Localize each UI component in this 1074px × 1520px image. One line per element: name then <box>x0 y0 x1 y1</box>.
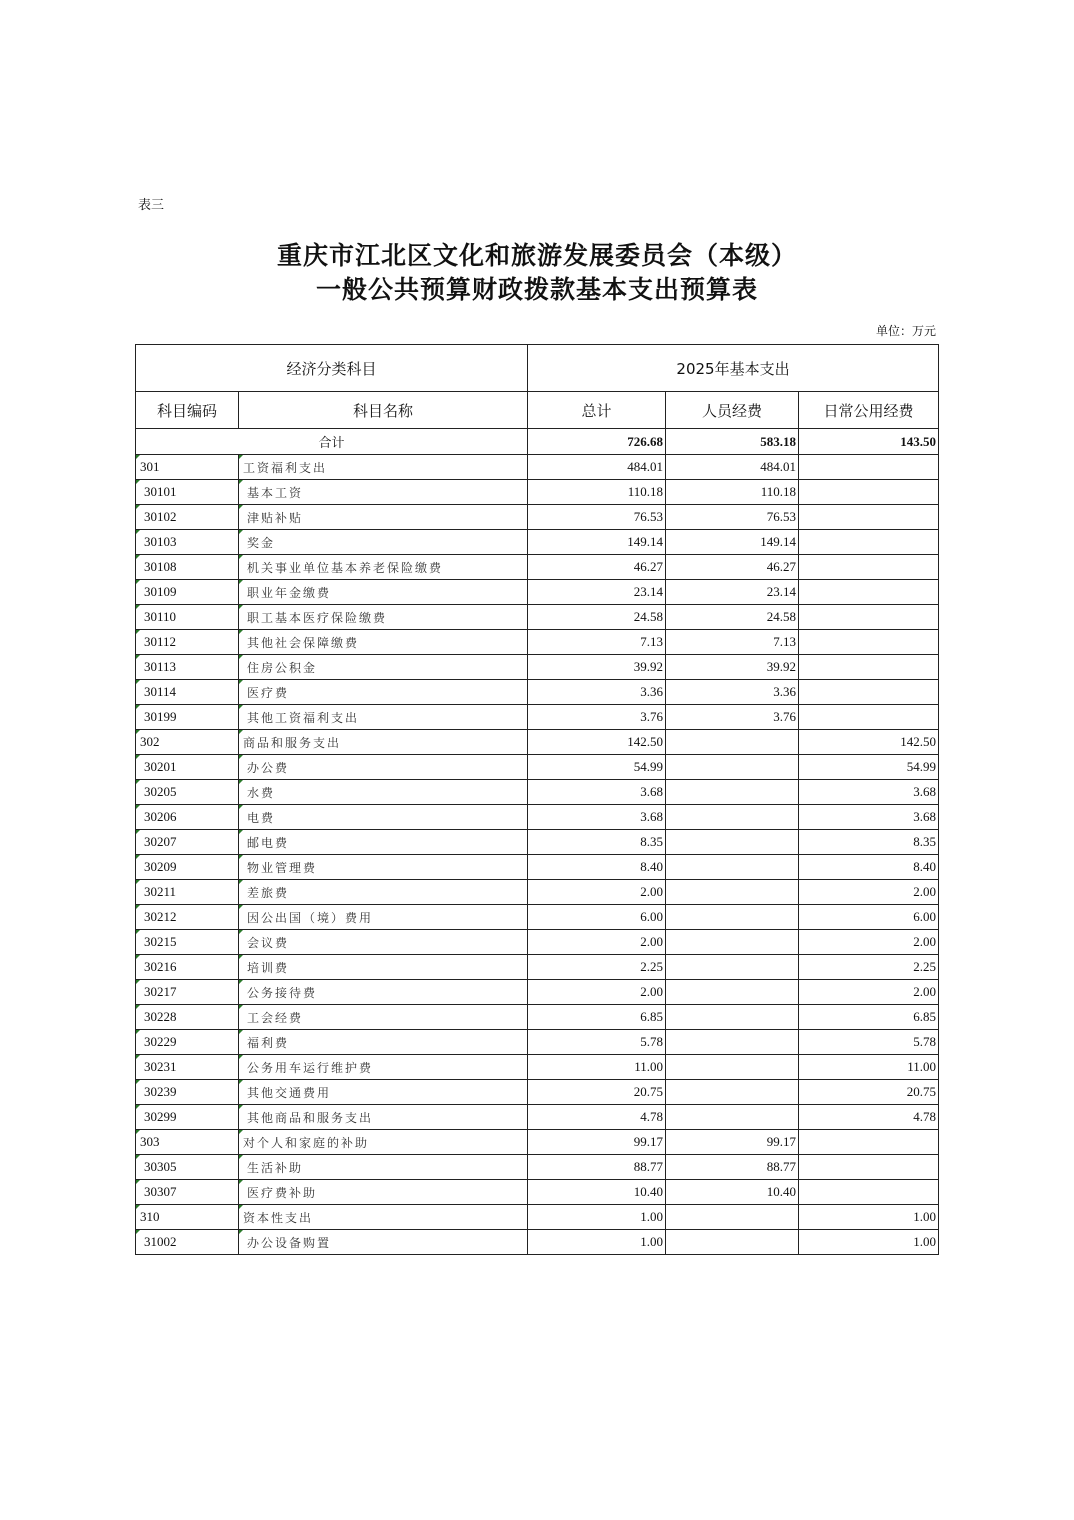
row-name: 邮电费 <box>239 830 528 855</box>
row-name: 其他社会保障缴费 <box>239 630 528 655</box>
row-code: 31002 <box>136 1230 239 1255</box>
table-row <box>136 755 939 780</box>
row-code: 30229 <box>136 1030 239 1055</box>
row-total: 76.53 <box>528 505 666 530</box>
table-row <box>136 905 939 930</box>
table-row <box>136 880 939 905</box>
table-row <box>136 530 939 555</box>
row-total: 88.77 <box>528 1155 666 1180</box>
row-total: 3.68 <box>528 805 666 830</box>
row-name: 其他商品和服务支出 <box>239 1105 528 1130</box>
row-total: 142.50 <box>528 730 666 755</box>
row-personnel: 99.17 <box>666 1130 799 1155</box>
row-name: 其他工资福利支出 <box>239 705 528 730</box>
row-total: 7.13 <box>528 630 666 655</box>
row-code: 30101 <box>136 480 239 505</box>
row-total: 99.17 <box>528 1130 666 1155</box>
page-title-line2: 一般公共预算财政拨款基本支出预算表 <box>315 275 758 304</box>
row-public: 11.00 <box>799 1055 939 1080</box>
row-name: 医疗费补助 <box>239 1180 528 1205</box>
table-row <box>136 455 939 480</box>
table-row <box>136 630 939 655</box>
unit-label: 单位：万元 <box>875 324 936 338</box>
row-code: 30199 <box>136 705 239 730</box>
row-name: 福利费 <box>239 1030 528 1055</box>
row-code: 302 <box>136 730 239 755</box>
row-name: 办公费 <box>239 755 528 780</box>
row-total: 110.18 <box>528 480 666 505</box>
row-public <box>799 505 939 530</box>
row-public <box>799 455 939 480</box>
row-personnel <box>666 955 799 980</box>
row-personnel <box>666 880 799 905</box>
table-row <box>136 1105 939 1130</box>
row-personnel <box>666 980 799 1005</box>
row-name: 职业年金缴费 <box>239 580 528 605</box>
row-code: 30108 <box>136 555 239 580</box>
row-personnel <box>666 755 799 780</box>
table-row <box>136 955 939 980</box>
row-total: 8.40 <box>528 855 666 880</box>
row-total: 39.92 <box>528 655 666 680</box>
row-personnel <box>666 805 799 830</box>
row-total: 11.00 <box>528 1055 666 1080</box>
row-personnel <box>666 1055 799 1080</box>
row-personnel <box>666 1030 799 1055</box>
row-public: 5.78 <box>799 1030 939 1055</box>
row-personnel <box>666 730 799 755</box>
row-code: 30114 <box>136 680 239 705</box>
row-name: 电费 <box>239 805 528 830</box>
row-code: 30113 <box>136 655 239 680</box>
row-code: 30205 <box>136 780 239 805</box>
row-public <box>799 1130 939 1155</box>
row-total: 2.00 <box>528 930 666 955</box>
row-public: 1.00 <box>799 1205 939 1230</box>
row-total: 484.01 <box>528 455 666 480</box>
row-total: 3.36 <box>528 680 666 705</box>
row-name: 工资福利支出 <box>239 455 528 480</box>
header-basic-expenditure: 2025年基本支出 <box>528 345 939 392</box>
table-row <box>136 1205 939 1230</box>
row-code: 30209 <box>136 855 239 880</box>
total-total: 726.68 <box>528 429 666 455</box>
table-row <box>136 730 939 755</box>
row-public <box>799 1155 939 1180</box>
row-public: 20.75 <box>799 1080 939 1105</box>
row-personnel: 24.58 <box>666 605 799 630</box>
table-row <box>136 830 939 855</box>
row-personnel: 23.14 <box>666 580 799 605</box>
row-public: 2.00 <box>799 930 939 955</box>
header-code: 科目编码 <box>136 392 239 429</box>
row-personnel <box>666 780 799 805</box>
row-personnel: 149.14 <box>666 530 799 555</box>
row-public <box>799 630 939 655</box>
row-total: 46.27 <box>528 555 666 580</box>
row-personnel: 110.18 <box>666 480 799 505</box>
table-row <box>136 1180 939 1205</box>
row-total: 3.68 <box>528 780 666 805</box>
row-code: 30212 <box>136 905 239 930</box>
table-row <box>136 1230 939 1255</box>
row-personnel: 76.53 <box>666 505 799 530</box>
row-public: 3.68 <box>799 805 939 830</box>
row-code: 301 <box>136 455 239 480</box>
table-row <box>136 1155 939 1180</box>
row-total: 3.76 <box>528 705 666 730</box>
row-name: 公务用车运行维护费 <box>239 1055 528 1080</box>
table-row <box>136 1030 939 1055</box>
header-personnel: 人员经费 <box>666 392 799 429</box>
table-row <box>136 1005 939 1030</box>
row-name: 医疗费 <box>239 680 528 705</box>
row-code: 30228 <box>136 1005 239 1030</box>
row-personnel: 3.36 <box>666 680 799 705</box>
row-name: 基本工资 <box>239 480 528 505</box>
row-name: 其他交通费用 <box>239 1080 528 1105</box>
row-personnel <box>666 1080 799 1105</box>
row-name: 水费 <box>239 780 528 805</box>
total-personnel: 583.18 <box>666 429 799 455</box>
table-row <box>136 805 939 830</box>
row-personnel <box>666 830 799 855</box>
row-code: 30216 <box>136 955 239 980</box>
row-public: 6.85 <box>799 1005 939 1030</box>
row-name: 住房公积金 <box>239 655 528 680</box>
table-row <box>136 680 939 705</box>
row-total: 54.99 <box>528 755 666 780</box>
row-total: 24.58 <box>528 605 666 630</box>
row-name: 对个人和家庭的补助 <box>239 1130 528 1155</box>
row-total: 2.00 <box>528 980 666 1005</box>
row-name: 办公设备购置 <box>239 1230 528 1255</box>
table-row <box>136 1055 939 1080</box>
row-code: 30206 <box>136 805 239 830</box>
row-public: 2.00 <box>799 980 939 1005</box>
row-code: 303 <box>136 1130 239 1155</box>
row-public: 2.25 <box>799 955 939 980</box>
header-name: 科目名称 <box>239 392 528 429</box>
row-personnel: 10.40 <box>666 1180 799 1205</box>
row-total: 5.78 <box>528 1030 666 1055</box>
total-label: 合计 <box>136 429 528 455</box>
row-total: 20.75 <box>528 1080 666 1105</box>
header-row-group <box>136 345 939 392</box>
row-public: 8.40 <box>799 855 939 880</box>
row-name: 津贴补贴 <box>239 505 528 530</box>
row-code: 30215 <box>136 930 239 955</box>
row-code: 30217 <box>136 980 239 1005</box>
row-code: 30231 <box>136 1055 239 1080</box>
row-code: 310 <box>136 1205 239 1230</box>
row-personnel: 88.77 <box>666 1155 799 1180</box>
row-personnel: 46.27 <box>666 555 799 580</box>
budget-table <box>135 344 939 1255</box>
row-total: 2.25 <box>528 955 666 980</box>
header-row-columns <box>136 392 939 429</box>
row-code: 30112 <box>136 630 239 655</box>
row-name: 差旅费 <box>239 880 528 905</box>
table-row <box>136 780 939 805</box>
header-economic-classification: 经济分类科目 <box>136 345 528 392</box>
row-code: 30305 <box>136 1155 239 1180</box>
row-total: 149.14 <box>528 530 666 555</box>
row-name: 公务接待费 <box>239 980 528 1005</box>
row-total: 4.78 <box>528 1105 666 1130</box>
page-title-line1: 重庆市江北区文化和旅游发展委员会（本级） <box>276 241 797 270</box>
row-public: 2.00 <box>799 880 939 905</box>
table-row <box>136 1130 939 1155</box>
row-code: 30103 <box>136 530 239 555</box>
row-personnel <box>666 1105 799 1130</box>
row-code: 30207 <box>136 830 239 855</box>
row-name: 奖金 <box>239 530 528 555</box>
row-code: 30299 <box>136 1105 239 1130</box>
row-code: 30102 <box>136 505 239 530</box>
row-personnel <box>666 930 799 955</box>
table-row <box>136 580 939 605</box>
row-public: 54.99 <box>799 755 939 780</box>
row-total: 2.00 <box>528 880 666 905</box>
row-name: 因公出国（境）费用 <box>239 905 528 930</box>
row-total: 8.35 <box>528 830 666 855</box>
row-public <box>799 655 939 680</box>
row-total: 23.14 <box>528 580 666 605</box>
row-name: 物业管理费 <box>239 855 528 880</box>
row-personnel: 39.92 <box>666 655 799 680</box>
row-public <box>799 580 939 605</box>
row-total: 10.40 <box>528 1180 666 1205</box>
table-label: 表三 <box>138 198 165 213</box>
row-public <box>799 530 939 555</box>
row-public <box>799 680 939 705</box>
row-personnel <box>666 905 799 930</box>
row-code: 30201 <box>136 755 239 780</box>
row-name: 商品和服务支出 <box>239 730 528 755</box>
row-public: 8.35 <box>799 830 939 855</box>
table-row <box>136 980 939 1005</box>
row-code: 30307 <box>136 1180 239 1205</box>
row-personnel <box>666 855 799 880</box>
row-code: 30239 <box>136 1080 239 1105</box>
table-row <box>136 930 939 955</box>
row-public: 1.00 <box>799 1230 939 1255</box>
header-public: 日常公用经费 <box>799 392 939 429</box>
row-public: 142.50 <box>799 730 939 755</box>
row-personnel: 484.01 <box>666 455 799 480</box>
row-name: 职工基本医疗保险缴费 <box>239 605 528 630</box>
table-row <box>136 855 939 880</box>
row-name: 工会经费 <box>239 1005 528 1030</box>
table-row <box>136 505 939 530</box>
table-row <box>136 480 939 505</box>
row-public <box>799 480 939 505</box>
row-public <box>799 1180 939 1205</box>
row-code: 30109 <box>136 580 239 605</box>
row-name: 会议费 <box>239 930 528 955</box>
row-public <box>799 555 939 580</box>
header-total: 总计 <box>528 392 666 429</box>
row-total: 6.85 <box>528 1005 666 1030</box>
total-row <box>136 429 939 455</box>
row-name: 生活补助 <box>239 1155 528 1180</box>
row-name: 机关事业单位基本养老保险缴费 <box>239 555 528 580</box>
table-row <box>136 655 939 680</box>
row-personnel <box>666 1230 799 1255</box>
row-public: 4.78 <box>799 1105 939 1130</box>
table-row <box>136 605 939 630</box>
row-code: 30110 <box>136 605 239 630</box>
row-public: 6.00 <box>799 905 939 930</box>
table-row <box>136 1080 939 1105</box>
row-public <box>799 705 939 730</box>
row-public <box>799 605 939 630</box>
table-row <box>136 555 939 580</box>
total-public: 143.50 <box>799 429 939 455</box>
row-total: 1.00 <box>528 1205 666 1230</box>
row-code: 30211 <box>136 880 239 905</box>
row-name: 培训费 <box>239 955 528 980</box>
row-total: 1.00 <box>528 1230 666 1255</box>
row-name: 资本性支出 <box>239 1205 528 1230</box>
row-personnel: 7.13 <box>666 630 799 655</box>
row-personnel <box>666 1005 799 1030</box>
row-total: 6.00 <box>528 905 666 930</box>
row-personnel <box>666 1205 799 1230</box>
table-row <box>136 705 939 730</box>
row-personnel: 3.76 <box>666 705 799 730</box>
row-public: 3.68 <box>799 780 939 805</box>
